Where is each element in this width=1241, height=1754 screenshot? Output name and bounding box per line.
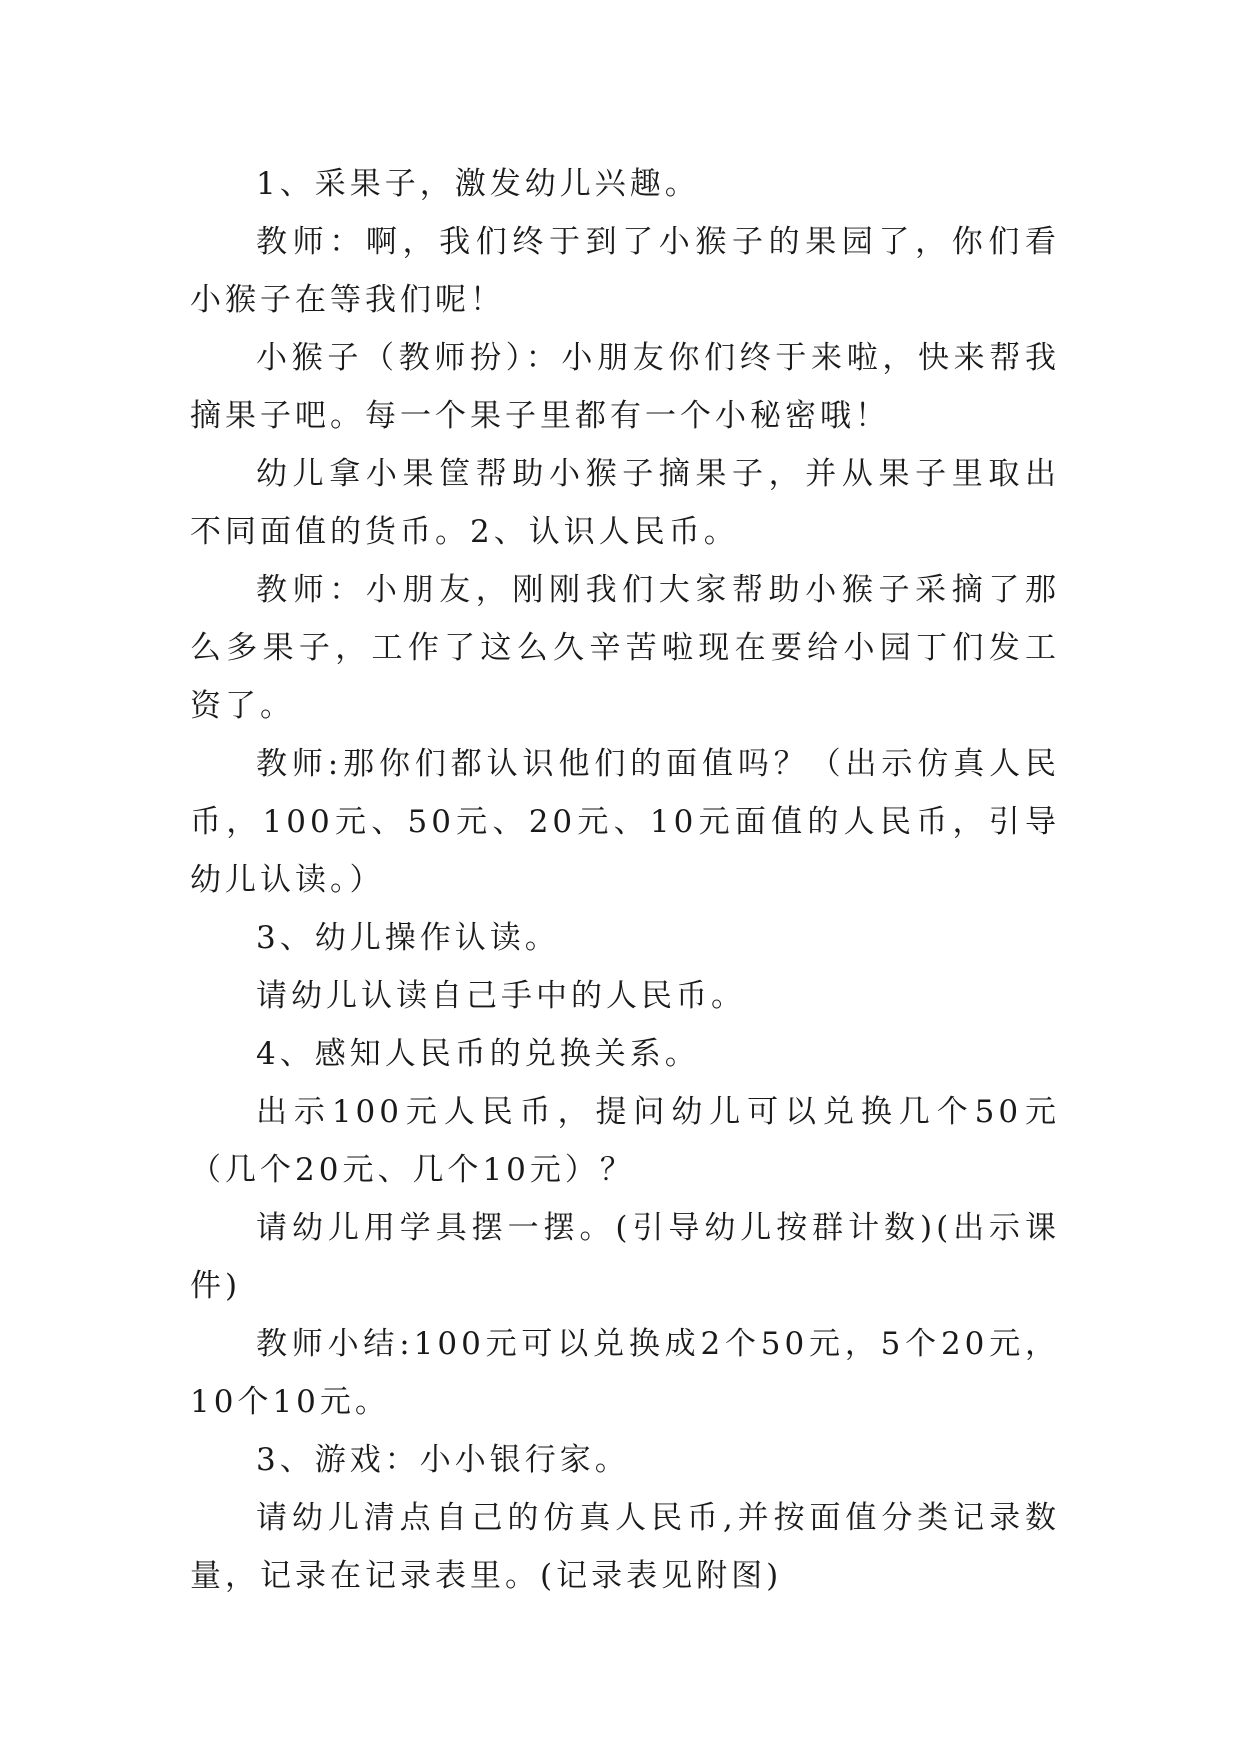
document-page — [190, 155, 1060, 1605]
paragraph: 请幼儿清点自己的仿真人民币,并按面值分类记录数量，记录在记录表里。(记录表见附图) — [190, 1500, 1060, 1594]
paragraph: 1、采果子，激发幼儿兴趣。 — [256, 166, 700, 202]
paragraph: 教师小结:100元可以兑换成2个50元，5个20元，10个10元。 — [190, 1326, 1060, 1420]
paragraph: 3、幼儿操作认读。 — [256, 920, 560, 956]
paragraph: 小猴子（教师扮）：小朋友你们终于来啦，快来帮我摘果子吧。每一个果子里都有一个小秘密哦！ — [190, 340, 1060, 434]
paragraph: 教师:那你们都认识他们的面值吗？（出示仿真人民币，100元、50元、20元、10元面值的人民币，引导幼儿认读。） — [190, 746, 1060, 898]
paragraph: 教师：小朋友，刚刚我们大家帮助小猴子采摘了那么多果子，工作了这么久辛苦啦现在要给小园丁们发工资了。 — [190, 572, 1060, 724]
paragraph: 幼儿拿小果筐帮助小猴子摘果子，并从果子里取出不同面值的货币。2、认识人民币。 — [190, 456, 1060, 550]
paragraph: 教师：啊，我们终于到了小猴子的果园了，你们看小猴子在等我们呢！ — [190, 224, 1060, 318]
paragraph: 4、感知人民币的兑换关系。 — [256, 1036, 700, 1072]
paragraph: 出示100元人民币，提问幼儿可以兑换几个50元（几个20元、几个10元）？ — [190, 1094, 1060, 1188]
paragraph: 请幼儿认读自己手中的人民币。 — [256, 978, 746, 1014]
paragraph: 请幼儿用学具摆一摆。(引导幼儿按群计数)(出示课件) — [190, 1210, 1060, 1304]
paragraph: 3、游戏：小小银行家。 — [256, 1442, 630, 1478]
